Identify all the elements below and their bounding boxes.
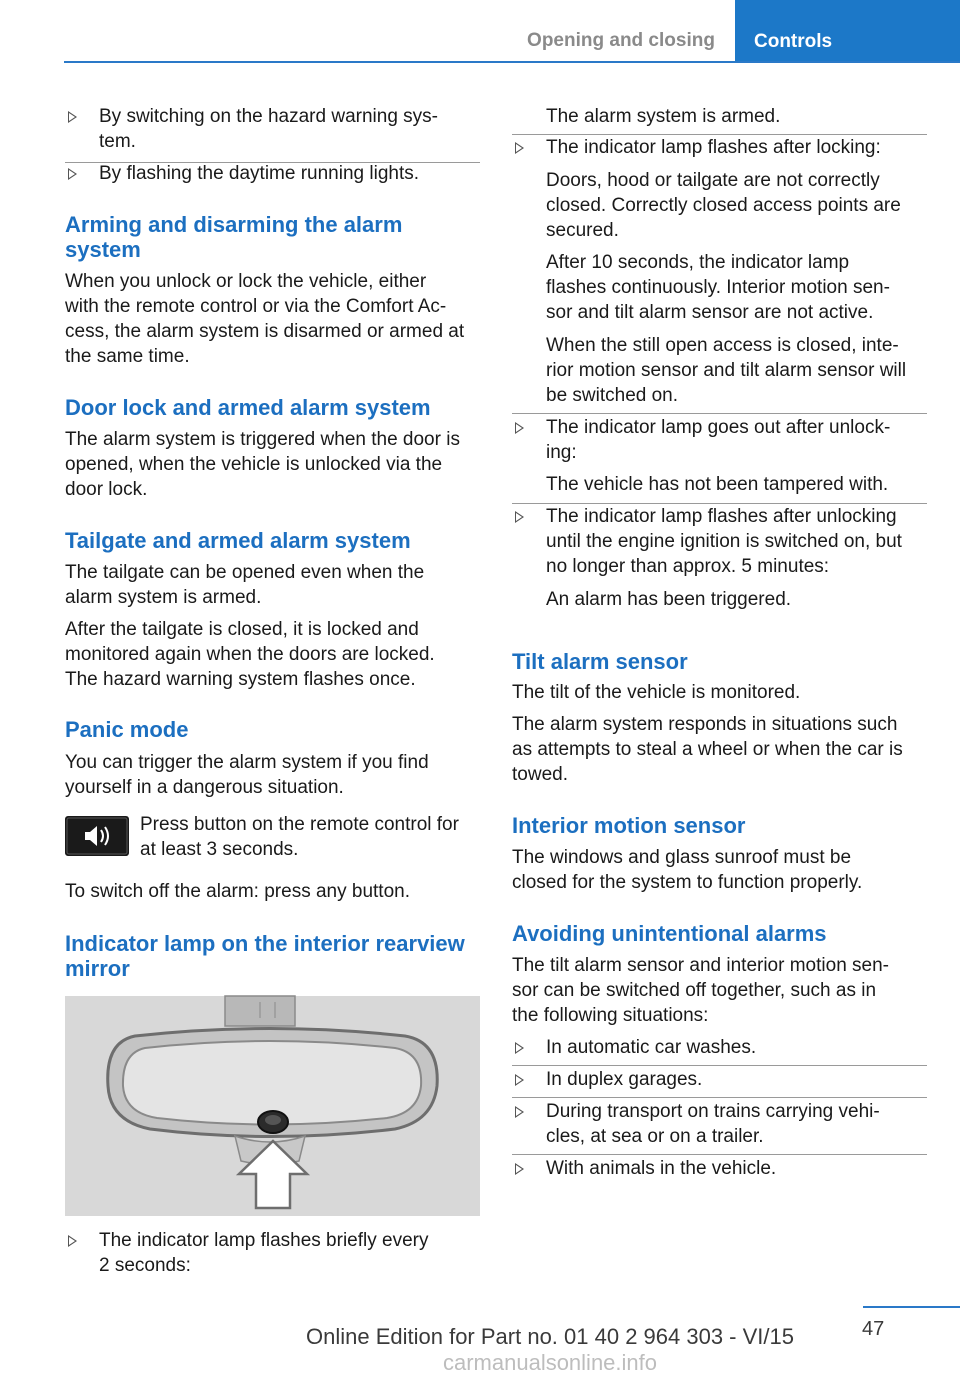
bullet-triangle-icon	[68, 168, 77, 180]
separator	[512, 1065, 927, 1066]
para-after-10s: After 10 seconds, the indicator lamp flashes continuously. Interior motion sen‐ sor and tilt alarm sensor are not active.	[546, 252, 890, 323]
bullet-triangle-icon	[68, 111, 77, 123]
page-number: 47	[862, 1318, 885, 1340]
heading-panic: Panic mode	[65, 717, 189, 742]
bullet-triangle-icon	[515, 1163, 524, 1175]
para-alarm-triggered: An alarm has been triggered.	[546, 589, 792, 610]
bullet-triangle-icon	[515, 1042, 524, 1054]
heading-tilt: Tilt alarm sensor	[512, 649, 688, 674]
text-interior: The windows and glass sunroof must be closed for the system to function properly.	[512, 847, 863, 893]
bullet-flashes-unlocking: The indicator lamp flashes after unlocking until the engine ignition is switched on, but no longer than approx. 5 minutes:	[546, 506, 902, 577]
footer-edition	[200, 1324, 900, 1376]
section-title: Opening and closing	[527, 30, 715, 51]
text-tilt-2: The alarm system responds in situations such as attempts to steal a wheel or when the car is towed.	[512, 714, 903, 785]
heading-arming: Arming and disarming the alarm system	[65, 212, 403, 262]
separator	[512, 413, 927, 414]
bullet-triangle-icon	[515, 422, 524, 434]
bullet-transport: During transport on trains carrying vehi‐ cles, at sea or on a trailer.	[546, 1101, 880, 1147]
para-when-closed: When the still open access is closed, inte‐ rior motion sensor and tilt alarm sensor will be switched on.	[546, 335, 907, 406]
heading-tailgate: Tailgate and armed alarm system	[65, 528, 411, 553]
text-tilt-1: The tilt of the vehicle is monitored.	[512, 682, 801, 703]
text-switch-off: To switch off the alarm: press any button.	[65, 881, 410, 902]
watermark-text: carmanualsonline.info	[442, 1350, 658, 1375]
text-panic: You can trigger the alarm system if you find yourself in a dangerous situation.	[65, 752, 429, 798]
speaker-icon	[65, 816, 129, 856]
text-armed: The alarm system is armed.	[546, 106, 781, 127]
bullet-hazard: By switching on the hazard warning sys‐ tem.	[99, 106, 438, 152]
separator	[512, 1154, 927, 1155]
bullet-car-wash: In automatic car washes.	[546, 1037, 757, 1058]
separator	[512, 1097, 927, 1098]
bullet-daytime: By flashing the daytime running lights.	[99, 163, 420, 184]
bullet-indicator: The indicator lamp flashes briefly every 2 seconds:	[99, 1230, 429, 1276]
heading-interior: Interior motion sensor	[512, 813, 746, 838]
bullet-triangle-icon	[68, 1235, 77, 1247]
rearview-mirror-image	[65, 996, 480, 1216]
bullet-animals: With animals in the vehicle.	[546, 1158, 777, 1179]
bullet-triangle-icon	[515, 511, 524, 523]
text-avoiding: The tilt alarm sensor and interior motion sen‐ sor can be switched off together, such as in the following situations:	[512, 955, 889, 1026]
bullet-duplex: In duplex garages.	[546, 1069, 703, 1090]
text-tailgate-1: The tailgate can be opened even when the alarm system is armed.	[65, 562, 425, 608]
edition-text: Online Edition for Part no. 01 40 2 964 303 - VI/15	[306, 1324, 794, 1349]
heading-indicator: Indicator lamp on the interior rearview mirror	[65, 931, 465, 981]
heading-avoiding: Avoiding unintentional alarms	[512, 921, 827, 946]
para-not-closed: Doors, hood or tailgate are not correctly closed. Correctly closed access points are secured.	[546, 170, 901, 241]
footer-rule	[863, 1306, 960, 1308]
text-panic-button: Press button on the remote control for at least 3 seconds.	[140, 814, 459, 860]
bullet-goes-out: The indicator lamp goes out after unlock‐ ing:	[546, 417, 891, 463]
text-tailgate-2: After the tailgate is closed, it is locked and monitored again when the doors are locked. The hazard warning system flashes once.	[65, 619, 435, 690]
bullet-triangle-icon	[515, 142, 524, 154]
text-arming: When you unlock or lock the vehicle, either with the remote control or via the Comfort Ac‐ cess, the alarm system is disarmed or armed at the same time.	[65, 271, 465, 367]
chapter-tab: Controls	[735, 0, 960, 62]
bullet-flashes-locking: The indicator lamp flashes after locking:	[546, 137, 881, 158]
para-not-tampered: The vehicle has not been tampered with.	[546, 474, 889, 495]
bullet-triangle-icon	[515, 1106, 524, 1118]
heading-door-lock: Door lock and armed alarm system	[65, 395, 431, 420]
header-rule	[64, 61, 960, 63]
text-door-lock: The alarm system is triggered when the door is opened, when the vehicle is unlocked via the door lock.	[65, 429, 460, 500]
bullet-triangle-icon	[515, 1074, 524, 1086]
